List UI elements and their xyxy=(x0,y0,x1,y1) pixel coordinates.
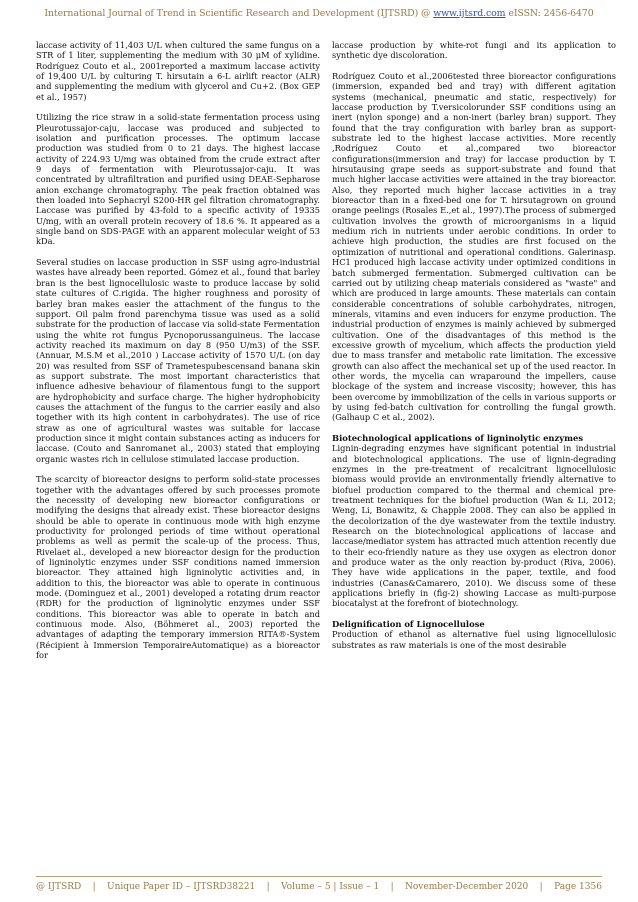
footer-paper-id: Unique Paper ID – IJTSRD38221 xyxy=(106,882,256,892)
footer-volume: Volume – 5 | Issue – 1 xyxy=(281,882,380,892)
page-footer xyxy=(36,882,602,892)
journal-name: International Journal of Trend in Scientific Research and Development (IJTSRD) xyxy=(44,8,419,19)
paragraph: Production of ethanol as alternative fuel using lignocellulosic substrates as raw materials is one of the most desirable xyxy=(332,629,616,650)
footer-site: @ IJTSRD xyxy=(36,882,82,892)
footer-separator: | xyxy=(390,882,394,892)
paragraph: The scarcity of bioreactor designs to perform solid-state processes together with the advantages offered by such processes promote the necessity of developing new bioreactor configurations or modifying the designs that already exist. These bioreactor designs should be able to operate in continuous mode with high enzyme productivity for prolonged periods of time without operational problems as well as permit the scale-up of the process. Thus, Rivelaet al., developed a new bioreactor design for the production of ligninolytic enzymes under SSF conditions named immersion bioreactor. They attained high ligninolytic activities and, in addition to this, the bioreactor was able to operate in continuous mode. (Dominguez et al., 2001) developed a rotating drum reactor (RDR) for the production of ligninolytic enzymes under SSF conditions. This bioreactor was able to operate in batch and continuous mode. Also, (Böhmeret al., 2003) reported the advantages of adapting the temporary immersion RITA®-System (Récipient à Immersion TemporaireAutomatique) as a bioreactor for xyxy=(36,474,320,661)
footer-separator: | xyxy=(92,882,96,892)
issn-text: eISSN: 2456-6470 xyxy=(508,8,594,19)
section-heading: Biotechnological applications of ligninolytic enzymes xyxy=(332,432,584,443)
paragraph: laccase production by white-rot fungi and its application to synthetic dye discoloration. xyxy=(332,40,616,61)
left-column xyxy=(36,40,320,865)
footer-page-number: Page 1356 xyxy=(554,882,602,892)
section-heading: Delignification of Lignocellulose xyxy=(332,619,485,630)
journal-header xyxy=(0,8,638,19)
header-at: @ xyxy=(421,8,431,19)
footer-separator: | xyxy=(539,882,543,892)
paragraph: laccase activity of 11,403 U/L when cultured the same fungus on a STR of 1 liter, supplementing the medium with 30 μM of xylidine. Rodríguez Couto et al., 2001reported a maximum laccase activity of 19,400 U/L by culturing T. hirsutain a 6-L airlift reactor (ALR) and supplementing the medium with glycerol and Cu+2. (Box GEP et al., 1957) xyxy=(36,40,320,102)
footer-separator: | xyxy=(266,882,270,892)
paragraph: Utilizing the rice straw in a solid-state fermentation process using Pleurotussajor-caju, laccase was produced and subjected to isolation and purification processes. The optimum laccase production was studied from 0 to 21 days. The highest laccase activity of 224.93 U/mg was obtained from the crude extract after 9 days of fermentation with Pleurotussajor-caju. It was concentrated by ultrafiltration and purified using DEAE-Sepharose anion exchange chromatography. The peak fraction obtained was then loaded into Sephacryl S200-HR gel filtration chromatography. Laccase was purified by 43-fold to a specific activity of 19335 U/mg, with an overall protein recovery of 18.6 %. It appeared as a single band on SDS-PAGE with an apparent molecular weight of 53 kDa. xyxy=(36,112,320,247)
journal-url-link[interactable]: www.ijtsrd.com xyxy=(433,8,506,19)
footer-date: November-December 2020 xyxy=(405,882,529,892)
paragraph: Lignin-degrading enzymes have significant potential in industrial and biotechnological applications. The use of lignin-degrading enzymes in the pre-treatment of recalcitrant lignocellulosic biomass would provide an environmentally friendly alternative to biofuel production compared to the thermal and chemical pre-treatment techniques for the biofuel production (Wan & Li, 2012; Weng, Li, Bonawitz, & Chapple 2008. They can also be applied in the decolorization of the dye wastewater from the textile industry. Research on the biotechnological applications of laccase and laccase/mediator system has attracted much attention recently due to their eco-friendly nature as they use oxygen as electron donor and produce water as the only reaction by-product (Riva, 2006). They have wide applications in the paper, textile, and food industries (Canas&Camarero, 2010). We discuss some of these applications briefly in (fig-2) showing Laccase as multi-purpose biocatalyst at the forefront of biotechnology. xyxy=(332,443,616,609)
right-column xyxy=(332,40,616,865)
footer-divider xyxy=(36,876,602,877)
paragraph: Rodríguez Couto et al.,2006tested three bioreactor configurations (immersion, expanded bed and tray) with different agitation systems (mechanical, pneumatic and static, respectively) for laccase production by T.versicolorunder SSF conditions using an inert (nylon sponge) and a non-inert (barley bran) support. They found that the tray configuration with barley bran as support-substrate led to the highest laccase activities. More recently ,Rodríguez Couto et al.,compared two bioreactor configurations(immersion and tray) for laccase production by T. hirsutausing grape seeds as support-substrate and found that much higher laccase activities were attained in the tray bioreactor. Also, they reported much higher laccase activities in a tray bioreactor than in a fixed-bed one for T. hirsutagrown on ground orange peelings (Rosales E.,et al., 1997).The process of submerged cultivation involves the growth of microorganisms in a liquid medium rich in nutrients under aerobic conditions. In order to achieve high production, the studies are first focused on the optimization of nutritional and operational conditions. Galerinasp. HC1 produced high laccase activity under optimized conditions in batch submerged fermentation. Submerged cultivation can be carried out by utilizing cheap materials considered as "waste" and which are produced in large amounts. These materials can contain considerable concentrations of soluble carbohydrates, nitrogen, minerals, vitamins and even inducers for enzyme production. The industrial production of enzymes is mainly achieved by submerged cultivation. One of the disadvantages of this method is the excessive growth of mycelium, which affects the production yield due to mass transfer and metabolic rate limitation. The excessive growth can also affect the mechanical set up of the used reactor. In other words, the mycelia can wraparound the impellers, cause blockage of the system and increase viscosity; however, this has been overcome by immobilization of the cells in various supports or by using fed-batch cultivation for controlling the fungal growth. (Galhaup C et al., 2002). xyxy=(332,70,616,423)
paragraph: Several studies on laccase production in SSF using agro-industrial wastes have already been reported. Gómez et al., found that barley bran is the best lignocellulosic waste to produce laccase by solid state cultures of C.rigida. The higher roughness and porosity of barley bran makes easier the attachment of the fungus to the support. Oil palm frond parenchyma tissue was used as a solid substrate for the production of laccase via solid-state Fermentation using the white rot fungus Pycnoporussanguineus. The laccase activity reached its maximum on day 8 (950 U/m3) of the SSF.(Annuar, M.S.M et al.,2010 ) Laccase activity of 1570 U/L (on day 20) was resulted from SSF of Trametespubescensand banana skin as support substrate. The most important characteristics that influence adhesive behaviour of filamentous fungi to the support are hydrophobicity and surface charge. The higher hydrophobicity causes the attachment of the fungus to the carrier easily and also together with its high content in carbohydrates). The use of rice straw as one of agricultural wastes was suitable for laccase production since it might contain substances acting as inducers for laccase. (Couto and Sanromanet al., 2003) stated that employing organic wastes rich in cellulose stimulated laccase production. xyxy=(36,257,320,464)
